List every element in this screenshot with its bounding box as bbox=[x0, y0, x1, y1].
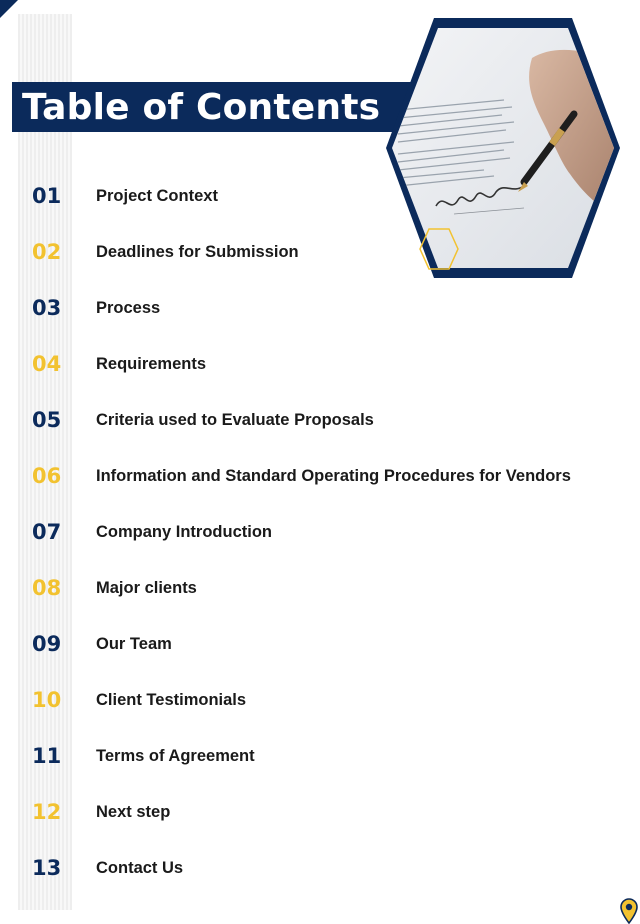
toc-label: Information and Standard Operating Procedures for Vendors bbox=[96, 467, 571, 485]
toc-number: 04 bbox=[32, 352, 62, 376]
toc-label: Contact Us bbox=[96, 859, 184, 877]
toc-item[interactable] bbox=[0, 170, 640, 226]
toc-item[interactable] bbox=[0, 282, 640, 338]
toc-item[interactable] bbox=[0, 842, 640, 898]
toc-number: 11 bbox=[32, 744, 62, 768]
corner-triangle-decoration bbox=[0, 0, 18, 18]
toc-label: Next step bbox=[96, 803, 171, 821]
toc-number: 13 bbox=[32, 856, 62, 880]
toc-number: 10 bbox=[32, 688, 62, 712]
toc-label: Major clients bbox=[96, 579, 197, 597]
toc-label: Client Testimonials bbox=[96, 691, 247, 709]
page-title: Table of Contents bbox=[22, 87, 381, 128]
toc-item[interactable] bbox=[0, 450, 640, 506]
location-pin-icon bbox=[619, 898, 639, 924]
toc-number: 06 bbox=[32, 464, 62, 488]
toc-number: 02 bbox=[32, 240, 62, 264]
toc-item[interactable] bbox=[0, 674, 640, 730]
toc-label: Process bbox=[96, 299, 161, 317]
toc-item[interactable] bbox=[0, 562, 640, 618]
toc-item[interactable] bbox=[0, 394, 640, 450]
toc-item[interactable] bbox=[0, 338, 640, 394]
toc-label: Requirements bbox=[96, 355, 207, 373]
toc-item[interactable] bbox=[0, 730, 640, 786]
toc-number: 03 bbox=[32, 296, 62, 320]
toc-label: Our Team bbox=[96, 635, 172, 653]
toc-label: Company Introduction bbox=[96, 523, 272, 541]
toc-number: 12 bbox=[32, 800, 62, 824]
toc-number: 01 bbox=[32, 184, 62, 208]
toc-label: Project Context bbox=[96, 187, 218, 205]
toc-item[interactable] bbox=[0, 506, 640, 562]
toc-label: Terms of Agreement bbox=[96, 747, 255, 765]
toc-label: Deadlines for Submission bbox=[96, 243, 299, 261]
toc-item[interactable] bbox=[0, 618, 640, 674]
toc-number: 09 bbox=[32, 632, 62, 656]
toc-number: 07 bbox=[32, 520, 62, 544]
toc-item[interactable] bbox=[0, 226, 640, 282]
toc-item[interactable] bbox=[0, 786, 640, 842]
toc-label: Criteria used to Evaluate Proposals bbox=[96, 411, 374, 429]
toc-number: 05 bbox=[32, 408, 62, 432]
toc-number: 08 bbox=[32, 576, 62, 600]
